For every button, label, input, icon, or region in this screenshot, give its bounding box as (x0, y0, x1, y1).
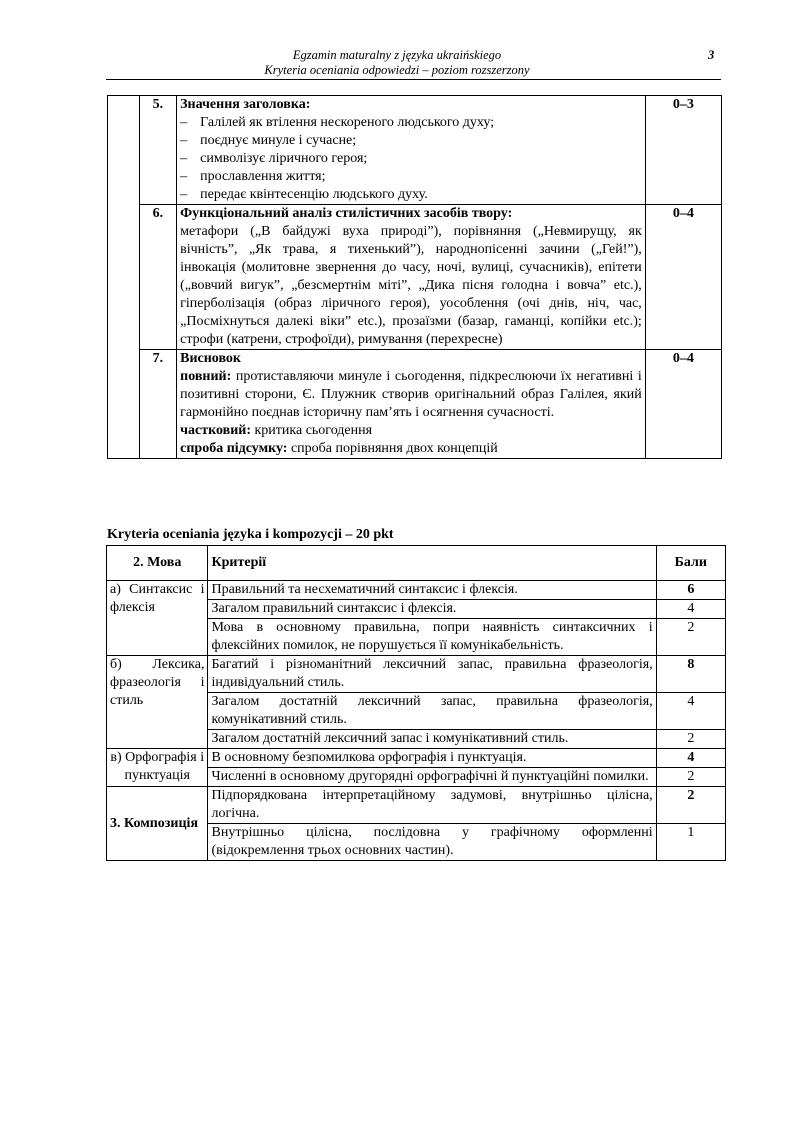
criterion-cell: Загалом правильний синтаксис і флексія. (208, 600, 656, 619)
row-title: Функціональний аналіз стилістичних засобів твору: (180, 206, 513, 221)
section-title: Kryteria oceniania języka i kompozycji – 20 pkt (107, 527, 394, 542)
attempt-conclusion: спроба підсумку: спроба порівняння двох концепцій (180, 441, 498, 456)
category-cell: а) Синтаксис і флексія (107, 581, 208, 656)
points-cell: 2 (656, 619, 725, 656)
empty-left-column (108, 96, 140, 459)
row-points: 0–4 (645, 205, 721, 350)
row-content (177, 350, 646, 459)
row-title: Висновок (180, 351, 241, 366)
criterion-cell: Численні в основному другорядні орфографічні й пунктуаційні помилки. (208, 768, 656, 787)
page-number: 3 (708, 48, 715, 62)
header-subtitle: Kryteria oceniania odpowiedzi – poziom rozszerzony (264, 63, 530, 77)
header-exam-title: Egzamin maturalny z języka ukraińskiego (292, 48, 502, 62)
table-row (108, 350, 722, 459)
partial-conclusion: частковий: критика сьогодення (180, 423, 373, 438)
table-row (108, 96, 722, 205)
category-cell: 3. Композиція (107, 787, 208, 861)
list-item: – Галілей як втілення нескореного людського духу; (180, 115, 495, 130)
row-number: 5. (139, 96, 177, 205)
points-cell: 4 (656, 749, 725, 768)
table-row (107, 581, 726, 600)
criterion-cell: Внутрішньо цілісна, послідовна у графічному оформленні (відокремлення трьох основних частин). (208, 824, 656, 861)
criterion-cell: Багатий і різноманітний лексичний запас, правильна фразеологія, індивідуальний стиль. (208, 656, 656, 693)
points-cell: 6 (656, 581, 725, 600)
list-item: – символізує ліричного героя; (180, 151, 368, 166)
page-header (0, 46, 794, 82)
points-cell: 2 (656, 730, 725, 749)
row-title: Значення заголовка: (180, 97, 311, 112)
category-cell: в) Орфографія і пунктуація (107, 749, 208, 787)
list-item: – прославлення життя; (180, 169, 326, 184)
content-criteria-table (107, 95, 722, 459)
criterion-cell: Загалом достатній лексичний запас, правильна фразеологія, комунікативний стиль. (208, 693, 656, 730)
table-row (107, 787, 726, 824)
criterion-cell: Правильний та несхематичний синтаксис і флексія. (208, 581, 656, 600)
points-cell: 2 (656, 768, 725, 787)
table-row (108, 205, 722, 350)
list-item: – передає квінтесенцію людського духу. (180, 187, 428, 202)
column-header: Бали (656, 546, 725, 581)
row-number: 6. (139, 205, 177, 350)
points-cell: 4 (656, 693, 725, 730)
header-rule (106, 79, 721, 80)
criterion-cell: Підпорядкована інтерпретаційному задумові, внутрішньо цілісна, логічна. (208, 787, 656, 824)
row-body: метафори („В байдужі вуха природі”), порівняння („Невмирущу, як вічність”, „Як трава, я тихенький”), народнопісенні зачини („Гей!”), інвокація (молитовне звернення до часу, ночі, вулиці, сучасників), епітети („вовчий вигук”, „безсмертнім міті”, „Дика пісня голодна і вовча” etc.), гіперболізація (образ ліричного героя), уособлення (очі днів, ніч, час, „Посміхнуться далекі віки” etc.), прозаїзми (базар, гаманці, копійки etc.); строфи (катрени, строфоїди), римування (перехресне) (180, 224, 642, 347)
criterion-cell: В основному безпомилкова орфографія і пунктуація. (208, 749, 656, 768)
points-cell: 2 (656, 787, 725, 824)
table-header-row (107, 546, 726, 581)
criterion-cell: Мова в основному правильна, попри наявність синтаксичних і флексійних помилок, не порушується її комунікабельність. (208, 619, 656, 656)
list-item: – поєднує минуле і сучасне; (180, 133, 357, 148)
table-row (107, 749, 726, 768)
points-cell: 4 (656, 600, 725, 619)
row-number: 7. (139, 350, 177, 459)
full-conclusion: повний: протиставляючи минуле і сьогодення, підкреслюючи їх негативні і позитивні сторони, Є. Плужник створив оригінальний образ Галілея, який гармонійно поєднав історичну пам’ять і осягнення сучасності. (180, 369, 642, 420)
table-row (107, 656, 726, 693)
points-cell: 8 (656, 656, 725, 693)
criterion-cell: Загалом достатній лексичний запас і комунікативний стиль. (208, 730, 656, 749)
points-cell: 1 (656, 824, 725, 861)
row-content (177, 96, 646, 205)
language-criteria-table (106, 545, 726, 861)
row-content (177, 205, 646, 350)
row-points: 0–3 (645, 96, 721, 205)
column-header: 2. Мова (107, 546, 208, 581)
column-header: Критерії (208, 546, 656, 581)
category-cell: б) Лексика, фразеологія і стиль (107, 656, 208, 749)
row-points: 0–4 (645, 350, 721, 459)
